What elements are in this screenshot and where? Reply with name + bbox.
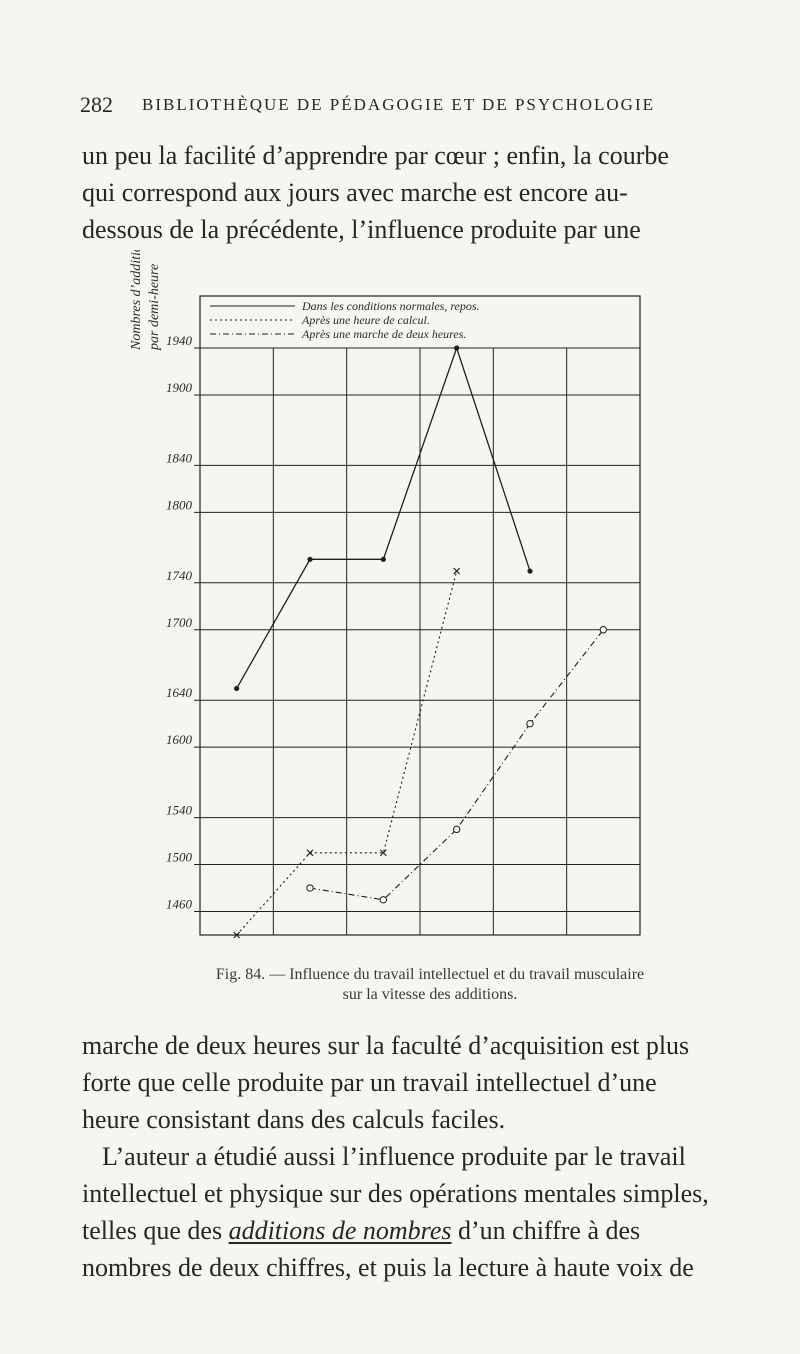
text-line: heure consistant dans des calculs faciles. [82,1105,506,1134]
text-line: marche de deux heures sur la faculté d’acquisition est plus [82,1031,690,1060]
page-number: 282 [80,92,113,117]
y-axis-title-line: Nombres d’additions [129,250,144,350]
series-line [310,630,603,900]
data-point [527,720,533,726]
page-header [80,92,720,122]
y-tick-label: 1800 [166,497,192,513]
caption-line: sur la vitesse des additions. [342,986,518,1003]
text-line [82,1212,720,1249]
y-tick-label: 1700 [166,614,192,630]
text-line: un peu la facilité d’apprendre par cœur ; enfin, la courbe [82,141,669,170]
figure-84 [100,250,700,950]
text-line: forte que celle produite par un travail intellectuel d’une [82,1068,657,1097]
legend-entry: Après une marche de deux heures. [302,327,467,341]
series-line [237,348,530,688]
data-point [600,627,606,633]
text-segment: telles que des [82,1216,229,1245]
data-point [527,568,532,573]
y-tick-label: 1600 [166,732,192,748]
legend-entry: Dans les conditions normales, repos. [302,299,480,313]
data-point [307,850,313,856]
text-line: qui correspond aux jours avec marche est encore au- [82,178,628,207]
y-tick-label: 1740 [166,567,192,583]
text-line: nombres de deux chiffres, et puis la lecture à haute voix de [82,1253,694,1282]
legend [210,299,480,341]
text-line: dessous de la précédente, l’influence produite par une [82,215,641,244]
y-tick-labels [166,333,193,912]
running-head: BIBLIOTHÈQUE DE PÉDAGOGIE ET DE PSYCHOLOGIE [142,95,656,114]
text-line: intellectuel et physique sur des opérations mentales simples, [82,1179,709,1208]
text-segment: d’un chiffre à des [451,1216,641,1245]
grid [194,296,640,935]
y-axis-title-line: par demi-heure [147,263,162,350]
line-chart [100,250,700,950]
data-point [453,826,459,832]
y-tick-label: 1540 [166,802,192,818]
data-point [307,885,313,891]
paragraph-top [82,137,720,248]
data-point [454,568,460,574]
data-point [454,345,459,350]
data-point [380,897,386,903]
y-tick-label: 1940 [166,333,192,348]
y-tick-label: 1460 [166,896,192,912]
caption-line: Fig. 84. — Influence du travail intellectuel et du travail musculaire [215,966,645,983]
y-tick-label: 1900 [166,379,192,395]
emphasis-text: additions de nombres [228,1216,452,1245]
legend-entry: Après une heure de calcul. [302,313,430,327]
data-point [234,686,239,691]
text-line: L’auteur a étudié aussi l’influence produite par le travail [102,1142,686,1171]
paragraph-bottom [82,1027,720,1286]
data-point [381,557,386,562]
y-tick-label: 1640 [166,685,192,701]
y-tick-label: 1500 [166,849,192,865]
y-tick-label: 1840 [166,450,192,466]
y-axis-title [129,250,162,351]
figure-caption [110,965,750,1005]
data-point [307,557,312,562]
